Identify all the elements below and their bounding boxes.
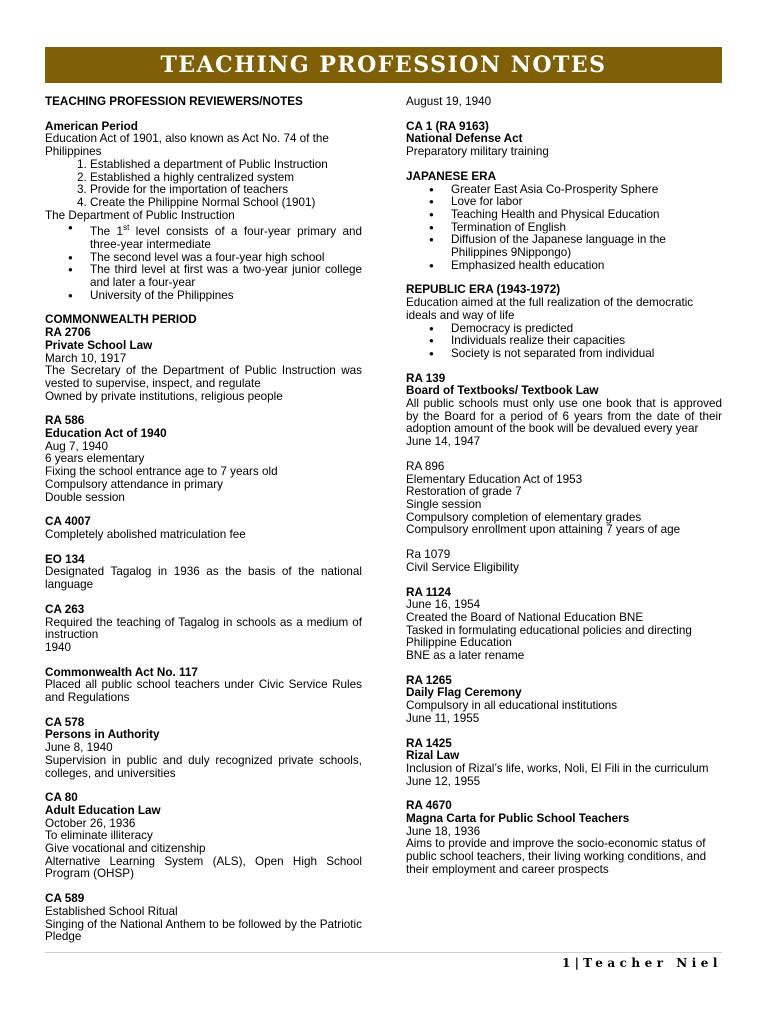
law-code: CA 1 (RA 9163) [406,119,489,133]
law-date: June 11, 1955 [406,711,480,725]
commonwealth-title: COMMONWEALTH PERIOD [45,313,197,327]
list-item: ● The third level at first was a two-year junior college and later a four-year [90,264,362,289]
law-code: RA 1124 [406,585,452,599]
document-title: TEACHING PROFESSION NOTES [160,52,607,78]
list-item: ● Love for labor [451,196,722,209]
list-item: 2. Established a highly centralized system [90,172,362,185]
law-date: June 8, 1940 [45,741,113,755]
law-text: Required the teaching of Tagalog in schools as a medium of instruction [45,615,362,642]
law-text: Completely abolished matriculation fee [45,527,246,541]
law-text: Created the Board of National Education BNE [406,610,644,624]
law-text: The Secretary of the Department of Public Instruction was vested to supervise, inspect, and regulate [45,364,362,390]
page-footer [562,956,722,970]
law-text: All public schools must only use one book that is approved by the Board for a period of 6 years from the date of their adoption amount of the book will be devalued every year [406,397,722,436]
law-text: Owned by private institutions, religious people [45,389,283,403]
japanese-list [406,184,722,273]
list-item: ● Diffusion of the Japanese language in the Philippines 9Nippongo) [451,234,722,259]
republic-text: Education aimed at the full realization of the democratic ideals and way of life [406,296,694,322]
law-text: Double session [45,490,125,504]
levels-list [45,222,362,302]
law-code: RA 4670 [406,799,452,813]
right-column [406,96,722,877]
law-text: Restoration of grade 7 [406,485,522,499]
law-name: National Defense Act [406,132,523,146]
level1-rest: level consists of a four-year primary and three-year intermediate [90,225,362,251]
law-text: Elementary Education Act of 1953 [406,472,583,486]
law-text: Preparatory military training [406,145,549,159]
footer-author: Teacher Niel [583,956,722,970]
law-code: RA 896 [406,459,445,473]
law-text: 6 years elementary [45,452,145,466]
list-item: ● Greater East Asia Co-Prosperity Sphere [451,184,722,197]
law-date: August 19, 1940 [406,95,492,108]
law-name: Daily Flag Ceremony [406,686,522,700]
title-banner [45,47,722,83]
law-date: June 18, 1936 [406,824,481,838]
law-date: March 10, 1917 [45,351,127,365]
law-code: Ra 1079 [406,548,451,562]
list-item [90,222,362,251]
law-text: BNE as a later rename [406,649,525,663]
american-list [45,159,362,210]
republic-list [406,323,722,361]
law-text: Give vocational and citizenship [45,842,206,856]
law-code: RA 2706 [45,326,91,340]
law-text: Fixing the school entrance age to 7 years old [45,465,278,479]
law-code: CA 80 [45,791,78,805]
law-text: Alternative Learning System (ALS), Open High School Program (OHSP) [45,854,362,881]
law-text: Placed all public school teachers under Civic Service Rules and Regulations [45,678,362,705]
law-date: June 16, 1954 [406,598,481,612]
law-name: Education Act of 1940 [45,427,167,441]
list-item: 3. Provide for the importation of teachers [90,184,362,197]
law-text: Designated Tagalog in 1936 as the basis of the national language [45,565,362,592]
law-text: Compulsory attendance in primary [45,477,223,491]
law-code: CA 4007 [45,515,91,529]
law-date: October 26, 1936 [45,816,136,830]
law-text: Compulsory in all educational institutions [406,699,618,713]
list-item: ● Society is not separated from individual [451,348,722,361]
american-period-title: American Period [45,119,138,133]
law-text: Singing of the National Anthem to be followed by the Patriotic Pledge [45,917,362,944]
law-name: Magna Carta for Public School Teachers [406,812,630,826]
law-code: RA 1265 [406,673,452,687]
level1-text: The 1 [90,225,124,239]
list-item: ● Teaching Health and Physical Education [451,209,722,222]
law-text: Single session [406,497,482,511]
left-column [45,96,362,944]
law-date: June 14, 1947 [406,435,481,449]
footer-separator: | [570,956,584,970]
law-date: June 12, 1955 [406,774,481,788]
list-item: ● The second level was a four-year high school [90,252,362,265]
japanese-era-title: JAPANESE ERA [406,169,497,183]
law-date: 1940 [45,640,72,654]
law-name: Rizal Law [406,749,460,763]
law-text: Aims to provide and improve the socio-economic status of public school teachers, their living working conditions, and their employment and career prospects [406,837,707,876]
law-text: Tasked in formulating educational policies and directing Philippine Education [406,623,692,650]
law-text: Supervision in public and duly recognized private schools, colleges, and universities [45,753,362,780]
reviewer-heading: TEACHING PROFESSION REVIEWERS/NOTES [45,95,303,108]
list-item: ● Emphasized health education [451,260,722,273]
law-name: Board of Textbooks/ Textbook Law [406,384,599,398]
law-name: Private School Law [45,338,153,352]
law-code: CA 263 [45,602,85,616]
law-text: Compulsory enrollment upon attaining 7 years of age [406,523,681,537]
law-code: RA 1425 [406,736,452,750]
list-item: ● Democracy is predicted [451,323,722,336]
law-text: Civil Service Eligibility [406,560,520,574]
law-code: Commonwealth Act No. 117 [45,665,198,679]
dept-label: The Department of Public Instruction [45,208,235,222]
law-code: CA 589 [45,892,85,906]
law-code: EO 134 [45,552,85,566]
law-text: To eliminate illiteracy [45,829,153,843]
republic-era-title: REPUBLIC ERA (1943-1972) [406,283,561,297]
footer-divider [45,952,722,953]
list-item: ● University of the Philippines [90,290,362,303]
law-text: Compulsory completion of elementary grades [406,510,642,524]
level1-sup: st [123,223,130,233]
law-code: CA 578 [45,715,85,729]
page-number: 1 [562,956,571,970]
law-name: Adult Education Law [45,803,161,817]
american-intro: Education Act of 1901, also known as Act No. 74 of the Philippines [45,132,329,159]
law-code: RA 139 [406,371,446,385]
law-date: Aug 7, 1940 [45,439,109,453]
list-item: 1. Established a department of Public Instruction [90,159,362,172]
law-text: Inclusion of Rizal’s life, works, Noli, El Fili in the curriculum [406,761,709,775]
law-name: Persons in Authority [45,728,160,742]
list-item: ● Termination of English [451,222,722,235]
list-item: ● Individuals realize their capacities [451,335,722,348]
law-text: Established School Ritual [45,904,178,918]
law-code: RA 586 [45,414,85,428]
list-item: 4. Create the Philippine Normal School (1901) [90,197,362,210]
